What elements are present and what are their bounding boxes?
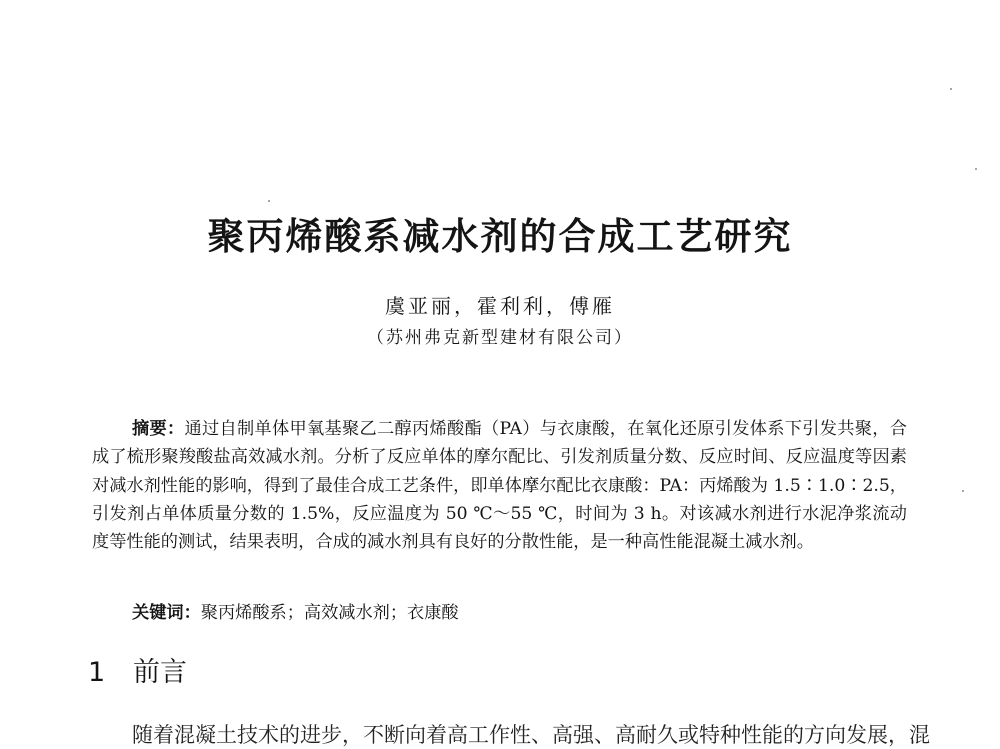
abstract-paragraph	[92, 415, 907, 556]
scan-speck	[975, 168, 977, 170]
section-number: 1	[88, 657, 106, 688]
paper-authors: 虞亚丽，霍利利，傅雁	[385, 294, 615, 318]
keywords-line	[132, 599, 459, 627]
abstract-label: 摘要：	[132, 419, 185, 439]
scan-speck	[950, 88, 952, 90]
section-title: 前言	[133, 657, 187, 688]
keywords-text: 聚丙烯酸系；高效减水剂；衣康酸	[200, 603, 459, 623]
abstract-text: 通过自制单体甲氧基聚乙二醇丙烯酸酯（PA）与衣康酸，在氧化还原引发体系下引发共聚，合成了梳形聚羧酸盐高效减水剂。分析了反应单体的摩尔配比、引发剂质量分数、反应时间、反应温度等因素对减水剂性能的影响，得到了最佳合成工艺条件，即单体摩尔配比衣康酸：PA：丙烯酸为 1.5∶1.0∶2.5，引发剂占单体质量分数的 1.5%，反应温度为 50 ℃～55 ℃，时间为 3 h。对该减水剂进行水泥净浆流动度等性能的测试，结果表明，合成的减水剂具有良好的分散性能，是一种高性能混凝土减水剂。	[92, 419, 907, 553]
section-heading	[88, 655, 187, 691]
scan-speck	[268, 200, 270, 202]
paper-title: 聚丙烯酸系减水剂的合成工艺研究	[207, 214, 793, 258]
scan-speck	[962, 490, 964, 492]
body-text-cut-off: 随着混凝土技术的进步，不断向着高工作性、高强、高耐久或特种性能的方向发展，混	[132, 723, 930, 747]
paper-affiliation: （苏州弗克新型建材有限公司）	[367, 328, 633, 348]
keywords-label: 关键词：	[132, 603, 201, 623]
